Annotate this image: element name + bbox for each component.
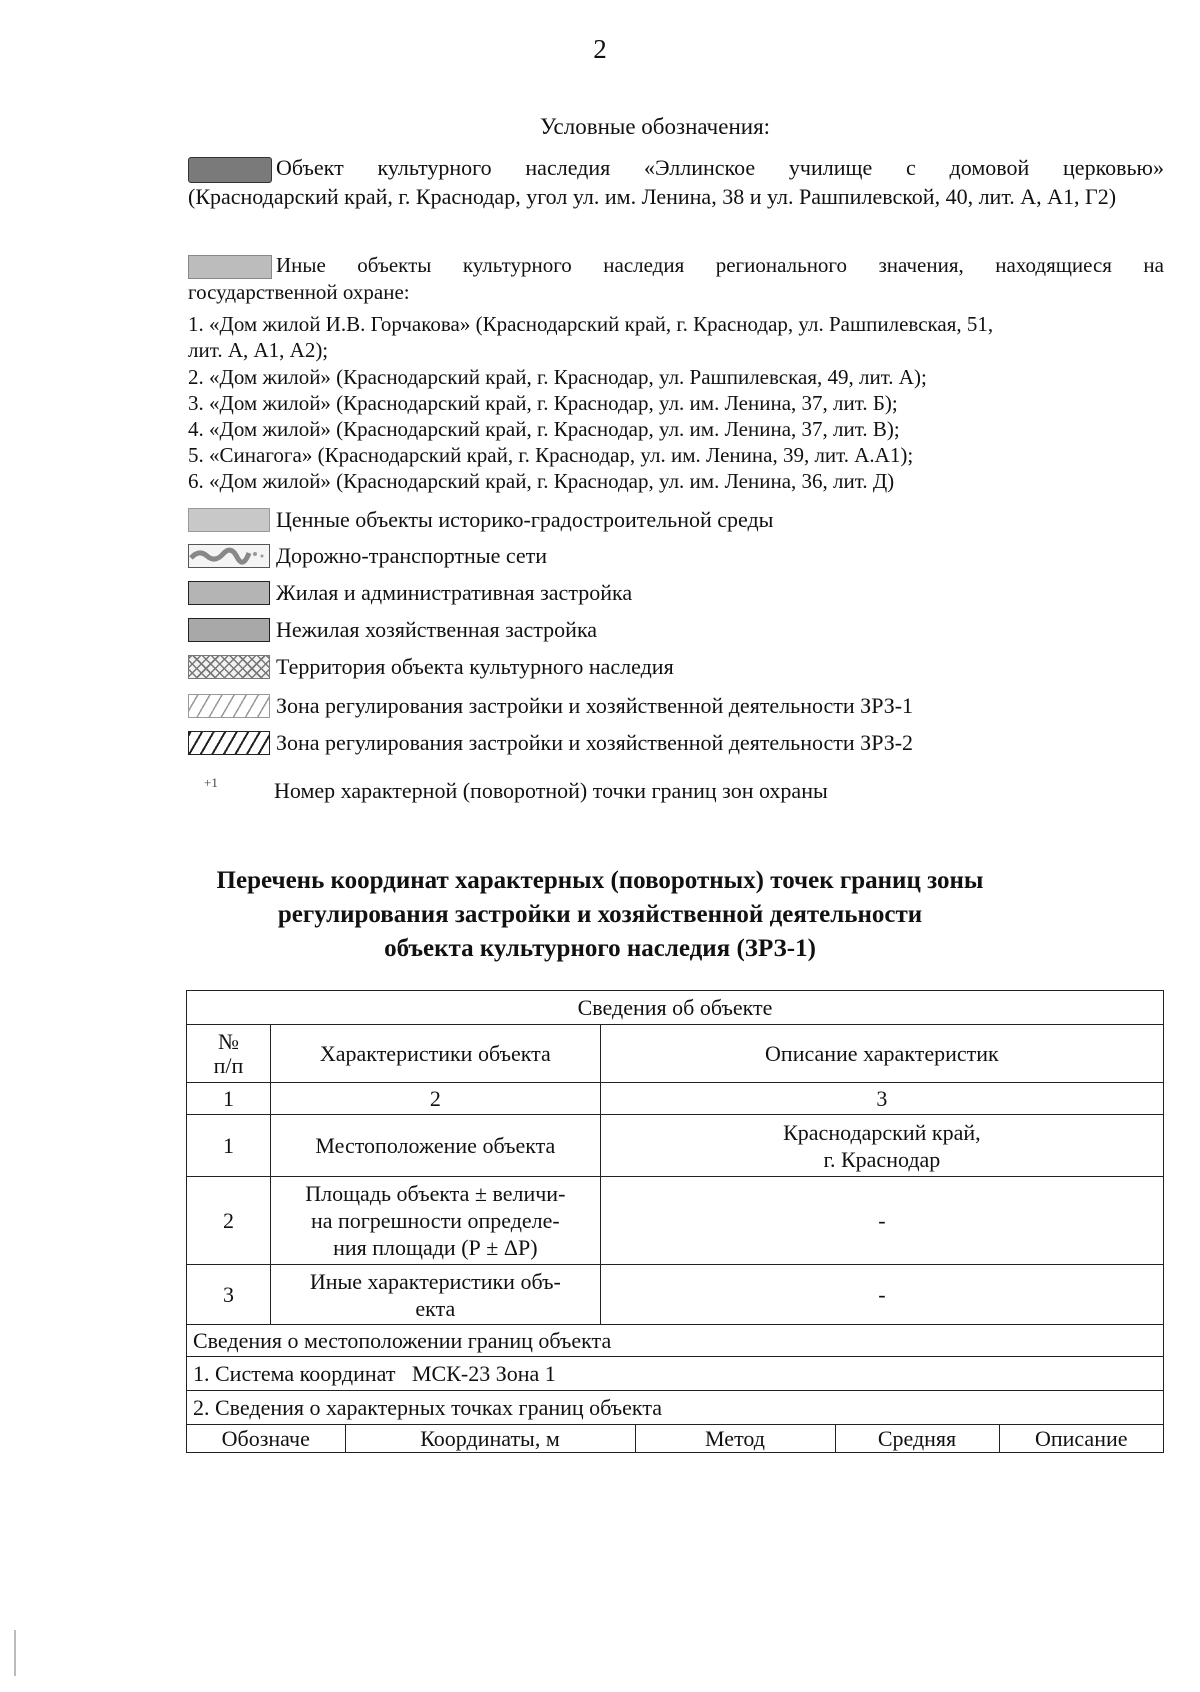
points-column-designation: Обозначе: [187, 1425, 345, 1452]
object-info-table: [186, 990, 1164, 1453]
non-residential-swatch-icon: [188, 618, 270, 642]
row-description-cell: Краснодарский край, г. Краснодар: [600, 1115, 1163, 1177]
legend-culture-rest: (Краснодарский край, г. Краснодар, угол ул. им. Ленина, 38 и ул. Рашпилевской, 40, лит. А, А1, Г2): [188, 183, 1117, 209]
culture-territory-swatch-icon: [188, 655, 270, 679]
row-description-cell: -: [600, 1265, 1163, 1325]
points-column-description: Описание: [1034, 1426, 1128, 1451]
row-number-cell: 1: [187, 1115, 271, 1177]
point-marker-icon: +1: [204, 775, 218, 790]
road-networks-swatch-icon: [188, 544, 270, 568]
other-list-item: 3. «Дом жилой» (Краснодарский край, г. Краснодар, ул. им. Ленина, 37, лит. Б);: [188, 391, 898, 415]
legend-culture-object: [188, 154, 1164, 210]
residential-swatch-icon: [188, 581, 270, 605]
points-column-mean: Средняя: [835, 1425, 999, 1452]
other-objects-swatch-icon: [188, 255, 272, 279]
legend-other-rest: государственной охране:: [188, 280, 410, 305]
table-header-row: [187, 1025, 1164, 1083]
other-list-item: 5. «Синагога» (Краснодарский край, г. Краснодар, ул. им. Ленина, 39, лит. А.А1);: [188, 443, 914, 467]
legend-non-residential: Нежилая хозяйственная застройка: [188, 614, 597, 646]
culture-object-swatch-icon: [188, 157, 272, 183]
legend-culture-first-line: Объект культурного наследия «Эллинское училище с домовой церковью»: [188, 154, 1164, 183]
column-number-cell: 2: [270, 1083, 600, 1115]
other-list-item: 2. «Дом жилой» (Краснодарский край, г. Краснодар, ул. Рашпилевская, 49, лит. А);: [188, 365, 927, 389]
table-row: [187, 1265, 1164, 1325]
column-number-cell: 1: [187, 1083, 271, 1115]
points-column-method: Метод: [635, 1425, 835, 1452]
header-cell-number: № п/п: [187, 1025, 271, 1083]
points-header: 2. Сведения о характерных точках границ объекта: [187, 1391, 1164, 1425]
other-list-item: 1. «Дом жилой И.В. Горчакова» (Краснодарский край, г. Краснодар, ул. Рашпилевская, 51,: [188, 312, 994, 336]
row-characteristic-cell: Площадь объекта ± величи- на погрешности определе- ния площади (Р ± ΔР): [270, 1177, 600, 1265]
legend-point-number: +1 Номер характерной (поворотной) точки границ зон охраны: [204, 775, 828, 803]
legend-culture-territory: Территория объекта культурного наследия: [188, 651, 674, 683]
other-list-item: лит. А, А1, А2);: [188, 338, 329, 362]
other-list-item: 6. «Дом жилой» (Краснодарский край, г. Краснодар, ул. им. Ленина, 36, лит. Д): [188, 469, 895, 493]
legend-title: Условные обозначения:: [540, 114, 771, 139]
zrz1-hatch-swatch-icon: [188, 694, 270, 718]
valuable-objects-swatch-icon: [188, 508, 270, 532]
other-list-item: 4. «Дом жилой» (Краснодарский край, г. Краснодар, ул. им. Ленина, 37, лит. В);: [188, 417, 900, 441]
legend-valuable-objects: Ценные объекты историко-градостроительной среды: [188, 504, 773, 536]
coord-system-row: 1. Система координат МСК-23 Зона 1: [187, 1357, 1164, 1391]
zrz2-hatch-swatch-icon: [188, 731, 270, 755]
column-number-cell: 3: [600, 1083, 1163, 1115]
points-columns-table: [187, 1425, 1163, 1452]
legend-other-first-line: Иные объекты культурного наследия регионального значения, находящиеся на: [188, 252, 1164, 279]
row-description-cell: -: [600, 1177, 1163, 1265]
page-number: 2: [593, 34, 607, 64]
row-characteristic-cell: Иные характеристики объ- екта: [270, 1265, 600, 1325]
points-column-coordinates: Координаты, м: [345, 1425, 635, 1452]
legend-other-objects: [188, 252, 1164, 306]
table-column-number-row: [187, 1083, 1164, 1115]
section-title: Перечень координат характерных (поворотных) точек границ зоны регулирования застройки и хозяйственной деятельности объекта культурного наследия (ЗРЗ-1): [216, 867, 984, 962]
row-number-cell: 3: [187, 1265, 271, 1325]
legend-road-networks: Дорожно-транспортные сети: [188, 540, 547, 572]
legend-residential: Жилая и административная застройка: [188, 577, 632, 609]
location-header: Сведения о местоположении границ объекта: [187, 1325, 1164, 1357]
header-cell-description: Описание характеристик: [600, 1025, 1163, 1083]
header-cell-characteristics: Характеристики объекта: [270, 1025, 600, 1083]
scan-margin-mark: [14, 1630, 16, 1676]
legend-zrz1: Зона регулирования застройки и хозяйственной деятельности ЗРЗ-1: [188, 690, 913, 722]
legend-zrz2: Зона регулирования застройки и хозяйственной деятельности ЗРЗ-2: [188, 727, 913, 759]
table-caption: Сведения об объекте: [187, 991, 1164, 1025]
table-row: [187, 1115, 1164, 1177]
row-characteristic-cell: Местоположение объекта: [270, 1115, 600, 1177]
row-number-cell: 2: [187, 1177, 271, 1265]
table-row: [187, 1177, 1164, 1265]
